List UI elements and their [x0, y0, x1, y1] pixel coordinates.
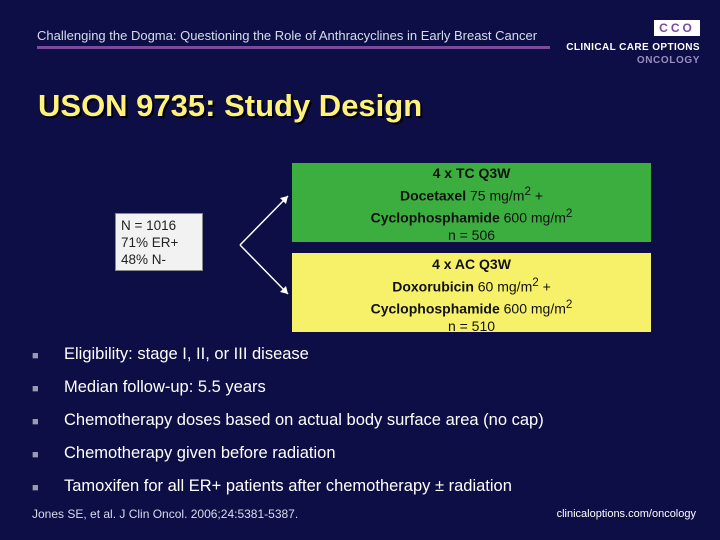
arm-tc-n: n = 506 [447, 226, 496, 243]
arm-ac-drug2-sup: 2 [565, 297, 573, 311]
arm-ac-drug2 [292, 296, 651, 318]
bullet-icon: ■ [32, 350, 39, 362]
arm-ac-drug1-dose: 60 mg/m [473, 278, 533, 295]
arm-tc-drug1 [292, 183, 651, 205]
bullet-text: Tamoxifen for all ER+ patients after chemotherapy ± radiation [64, 477, 512, 495]
arm-tc-title: 4 x TC Q3W [432, 165, 511, 181]
cco-logo [566, 20, 700, 70]
bullet-icon: ■ [32, 383, 39, 395]
arm-tc-drug1-sup: 2 [524, 184, 531, 198]
slide-header: Challenging the Dogma: Questioning the Role of Anthracyclines in Early Breast Cancer [37, 28, 538, 43]
randomization-arrows [238, 160, 298, 300]
arm-tc-box [292, 163, 651, 242]
arm-ac-drug1-name: Doxorubicin [392, 278, 474, 295]
logo-text-line2: ONCOLOGY [636, 55, 700, 66]
bullet-text: Median follow-up: 5.5 years [64, 378, 266, 396]
logo-mark: CCO [654, 20, 700, 36]
arm-tc-drug2-name: Cyclophosphamide [370, 209, 500, 226]
bullet-text: Chemotherapy doses based on actual body surface area (no cap) [64, 411, 544, 429]
arm-ac-drug1-sup: 2 [532, 275, 539, 289]
bullet-icon: ■ [32, 449, 39, 461]
bullet-item [32, 378, 544, 411]
arm-tc-drug2 [292, 205, 651, 227]
population-er: 71% ER+ [121, 235, 179, 250]
bullet-text: Eligibility: stage I, II, or III disease [64, 345, 309, 363]
arm-tc-drug1-suffix: + [530, 187, 544, 204]
bullet-item [32, 411, 544, 444]
arm-ac-drug2-dose: 600 mg/m [499, 300, 566, 317]
arm-ac-drug1 [292, 274, 651, 296]
arm-tc-drug2-dose: 600 mg/m [499, 209, 566, 226]
arm-tc-drug2-sup: 2 [565, 206, 573, 220]
arm-tc-drug1-name: Docetaxel [399, 187, 467, 204]
arrow-to-tc [240, 196, 288, 245]
bullet-list [32, 345, 544, 510]
header-divider [37, 46, 550, 49]
arm-ac-n: n = 510 [447, 317, 496, 334]
bullet-icon: ■ [32, 416, 39, 428]
bullet-item [32, 444, 544, 477]
bullet-text: Chemotherapy given before radiation [64, 444, 336, 462]
population-box [115, 213, 203, 271]
source-url: clinicaloptions.com/oncology [556, 508, 696, 520]
population-nodes: 48% N- [121, 252, 167, 267]
citation: Jones SE, et al. J Clin Oncol. 2006;24:5381-5387. [32, 507, 299, 521]
arm-tc-drug1-dose: 75 mg/m [466, 187, 525, 204]
arrow-to-ac [240, 245, 288, 294]
arm-ac-box [292, 253, 651, 332]
slide-title: USON 9735: Study Design [38, 88, 423, 123]
bullet-item [32, 477, 544, 510]
population-n: N = 1016 [121, 218, 177, 233]
logo-text-line1: CLINICAL CARE OPTIONS [566, 42, 700, 53]
arm-ac-drug1-suffix: + [538, 278, 551, 295]
arm-ac-title: 4 x AC Q3W [432, 256, 511, 272]
arm-ac-drug2-name: Cyclophosphamide [370, 300, 500, 317]
bullet-item [32, 345, 544, 378]
bullet-icon: ■ [32, 482, 39, 494]
